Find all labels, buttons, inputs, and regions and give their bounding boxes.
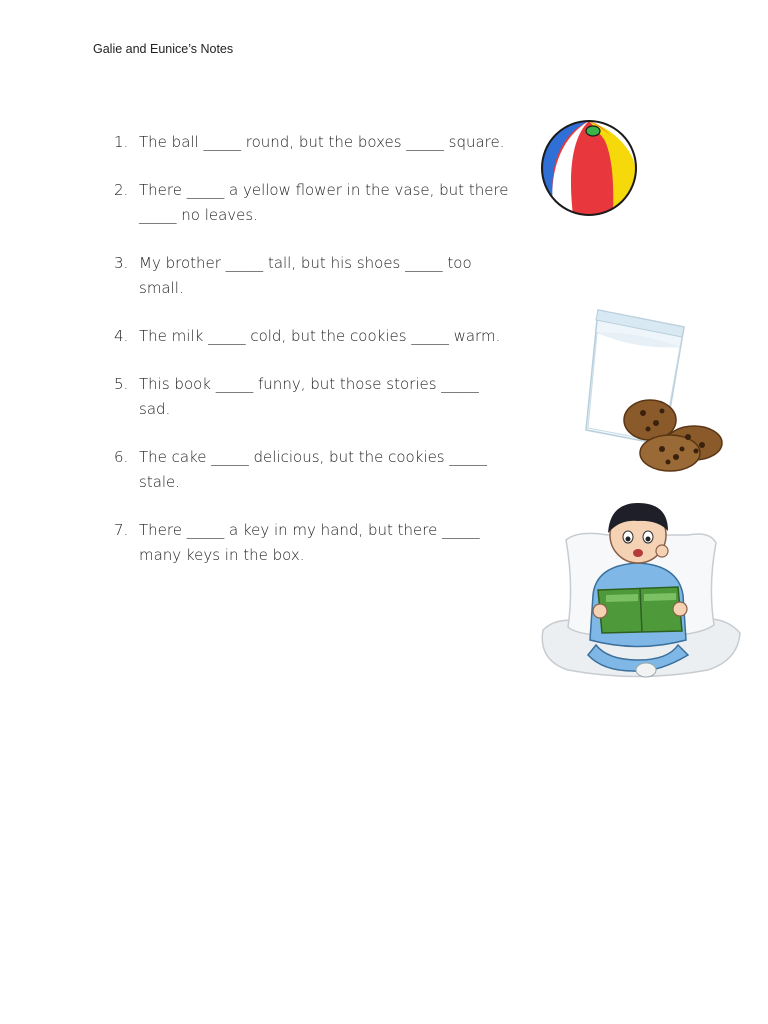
question-text: There _____ a key in my hand, but there _____ many keys in the box. — [139, 521, 480, 564]
question-item — [114, 445, 514, 495]
question-number: 4. — [114, 327, 129, 345]
question-item — [114, 251, 514, 301]
boy-reading-icon — [538, 495, 743, 685]
question-item — [114, 372, 514, 422]
beach-ball-icon — [535, 118, 645, 218]
question-number: 1. — [114, 133, 129, 151]
milk-and-cookies-icon — [578, 305, 728, 475]
question-text: The ball _____ round, but the boxes _____ square. — [139, 133, 505, 151]
question-number: 6. — [114, 448, 129, 466]
question-number: 7. — [114, 521, 129, 539]
question-text: The milk _____ cold, but the cookies _____ warm. — [139, 327, 501, 345]
question-item — [114, 518, 514, 568]
question-text: This book _____ funny, but those stories _____ sad. — [139, 375, 479, 418]
question-item — [114, 324, 514, 349]
question-number: 2. — [114, 181, 129, 199]
question-text: The cake _____ delicious, but the cookies _____ stale. — [139, 448, 487, 491]
question-text: My brother _____ tall, but his shoes _____ too small. — [139, 254, 472, 297]
question-item — [114, 178, 514, 228]
question-number: 3. — [114, 254, 129, 272]
question-item — [114, 130, 514, 155]
page-header: Galie and Eunice’s Notes — [93, 42, 234, 56]
question-text: There _____ a yellow flower in the vase, but there _____ no leaves. — [139, 181, 509, 224]
question-number: 5. — [114, 375, 129, 393]
exercise-list — [114, 130, 514, 591]
